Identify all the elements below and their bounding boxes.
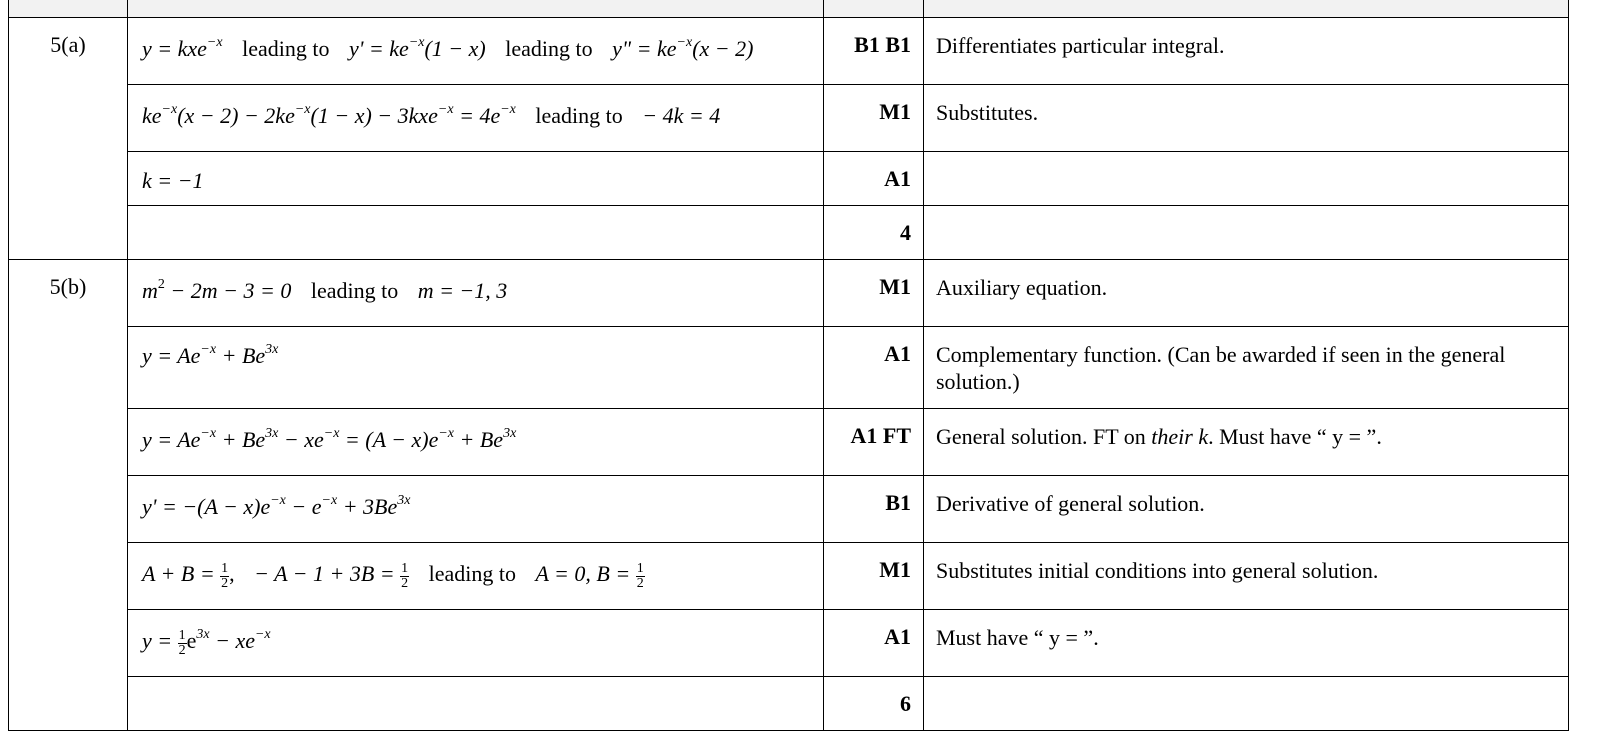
mark-cell: A1 bbox=[824, 610, 924, 677]
header-cell-answer bbox=[128, 0, 824, 18]
table-row bbox=[9, 543, 1569, 610]
mark-cell: B1 B1 bbox=[824, 18, 924, 85]
mark-cell: B1 bbox=[824, 476, 924, 543]
answer-cell: $m^2 - 2m - 3 = 0$ leading to m = −1, 3 bbox=[128, 260, 824, 327]
mark-cell: A1 bbox=[824, 327, 924, 409]
table-row bbox=[9, 409, 1569, 476]
guidance-cell: Auxiliary equation. bbox=[924, 260, 1569, 327]
answer-cell: $ke^{-x}(x - 2) - 2ke^{-x}(1 - x) - 3kxe^{-x} = 4e^{-x}$ leading to − 4k = 4 bbox=[128, 85, 824, 152]
table-row bbox=[9, 327, 1569, 409]
guidance-cell: Derivative of general solution. bbox=[924, 476, 1569, 543]
total-mark-cell: 6 bbox=[824, 677, 924, 731]
mark-cell: M1 bbox=[824, 85, 924, 152]
table-row bbox=[9, 610, 1569, 677]
header-cell-guidance bbox=[924, 0, 1569, 18]
answer-cell: y = kxe$^{-x}$ leading to $y' = ke^{-x}(1 - x)$ leading to y" = $ke^{-x}(x - 2)$ bbox=[128, 18, 824, 85]
answer-cell: $y = Ae^{-x} + Be^{3x}$ bbox=[128, 327, 824, 409]
answer-cell bbox=[128, 206, 824, 260]
question-number: 5(b) bbox=[9, 260, 128, 731]
answer-cell: k = −1 bbox=[128, 152, 824, 206]
guidance-cell: Complementary function. (Can be awarded if seen in the general solution.) bbox=[924, 327, 1569, 409]
guidance-cell bbox=[924, 152, 1569, 206]
table-row bbox=[9, 260, 1569, 327]
mark-cell: A1 FT bbox=[824, 409, 924, 476]
guidance-cell bbox=[924, 206, 1569, 260]
mark-cell: M1 bbox=[824, 543, 924, 610]
answer-cell: A + B = $\frac{1}{2}$ , − A − 1 + 3B = $\frac{1}{2}$ leading to A = 0, B = $\frac{1}{2}$ bbox=[128, 543, 824, 610]
table-row-total bbox=[9, 206, 1569, 260]
mark-cell: A1 bbox=[824, 152, 924, 206]
answer-cell: $y' = -(A - x)e^{-x} - e^{-x} + 3Be^{3x}$ bbox=[128, 476, 824, 543]
header-cell-marks bbox=[824, 0, 924, 18]
guidance-cell: Must have “ y = ”. bbox=[924, 610, 1569, 677]
question-number: 5(a) bbox=[9, 18, 128, 260]
table-row bbox=[9, 85, 1569, 152]
answer-cell: y = $\frac{1}{2}$ $e^{3x} - xe^{-x}$ bbox=[128, 610, 824, 677]
answer-cell: $y = Ae^{-x} + Be^{3x} - xe^{-x} = (A - x)e^{-x} + Be^{3x}$ bbox=[128, 409, 824, 476]
guidance-cell: Differentiates particular integral. bbox=[924, 18, 1569, 85]
table-row bbox=[9, 476, 1569, 543]
guidance-cell bbox=[924, 677, 1569, 731]
table-row bbox=[9, 152, 1569, 206]
total-mark-cell: 4 bbox=[824, 206, 924, 260]
mark-scheme-table bbox=[8, 0, 1569, 731]
guidance-cell: Substitutes initial conditions into general solution. bbox=[924, 543, 1569, 610]
table-row bbox=[9, 18, 1569, 85]
answer-cell bbox=[128, 677, 824, 731]
header-cell-question bbox=[9, 0, 128, 18]
guidance-cell: Substitutes. bbox=[924, 85, 1569, 152]
mark-cell: M1 bbox=[824, 260, 924, 327]
guidance-cell: General solution. FT on their k. Must have “ y = ”. bbox=[924, 409, 1569, 476]
table-row-total bbox=[9, 677, 1569, 731]
header-row bbox=[9, 0, 1569, 18]
